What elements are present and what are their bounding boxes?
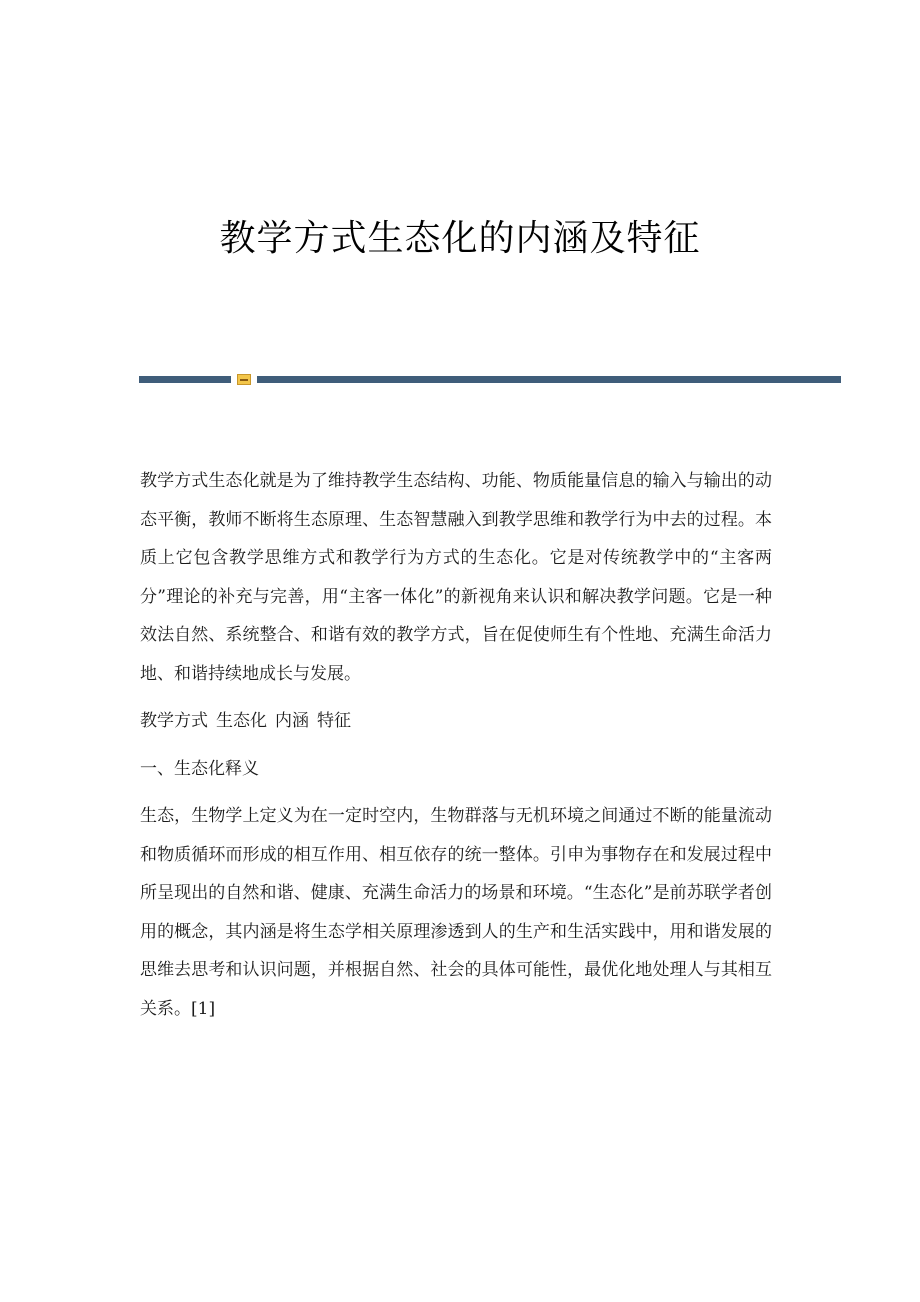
section-paragraph: 生态，生物学上定义为在一定时空内，生物群落与无机环境之间通过不断的能量流动和物质循环而形成的相互作用、相互依存的统一整体。引申为事物存在和发展过程中所呈现出的自然和谐、健康、充满生命活力的场景和环境。“生态化”是前苏联学者创用的概念，其内涵是将生态学相关原理渗透到人的生产和生活实践中，用和谐发展的思维去思考和认识问题，并根据自然、社会的具体可能性，最优化地处理人与其相互关系。[1]: [140, 806, 772, 1019]
keyword: 特征: [317, 711, 351, 731]
divider-bar-left: [139, 376, 231, 383]
keyword: 内涵: [275, 711, 309, 731]
title-divider: [139, 374, 841, 386]
keywords-line: [140, 702, 772, 741]
document-title: 教学方式生态化的内涵及特征: [219, 218, 701, 259]
document-body: [140, 462, 772, 1028]
keyword: 教学方式: [140, 711, 208, 731]
keyword: 生态化: [216, 711, 267, 731]
divider-bar-right: [257, 376, 841, 383]
section-heading: 一、生态化释义: [140, 758, 259, 779]
divider-ornament-icon: [237, 374, 251, 385]
abstract-paragraph: 教学方式生态化就是为了维持教学生态结构、功能、物质能量信息的输入与输出的动态平衡，教师不断将生态原理、生态智慧融入到教学思维和教学行为中去的过程。本质上它包含教学思维方式和教学行为方式的生态化。它是对传统教学中的“主客两分”理论的补充与完善，用“主客一体化”的新视角来认识和解决教学问题。它是一种效法自然、系统整合、和谐有效的教学方式，旨在促使师生有个性地、充满生命活力地、和谐持续地成长与发展。: [140, 471, 772, 684]
